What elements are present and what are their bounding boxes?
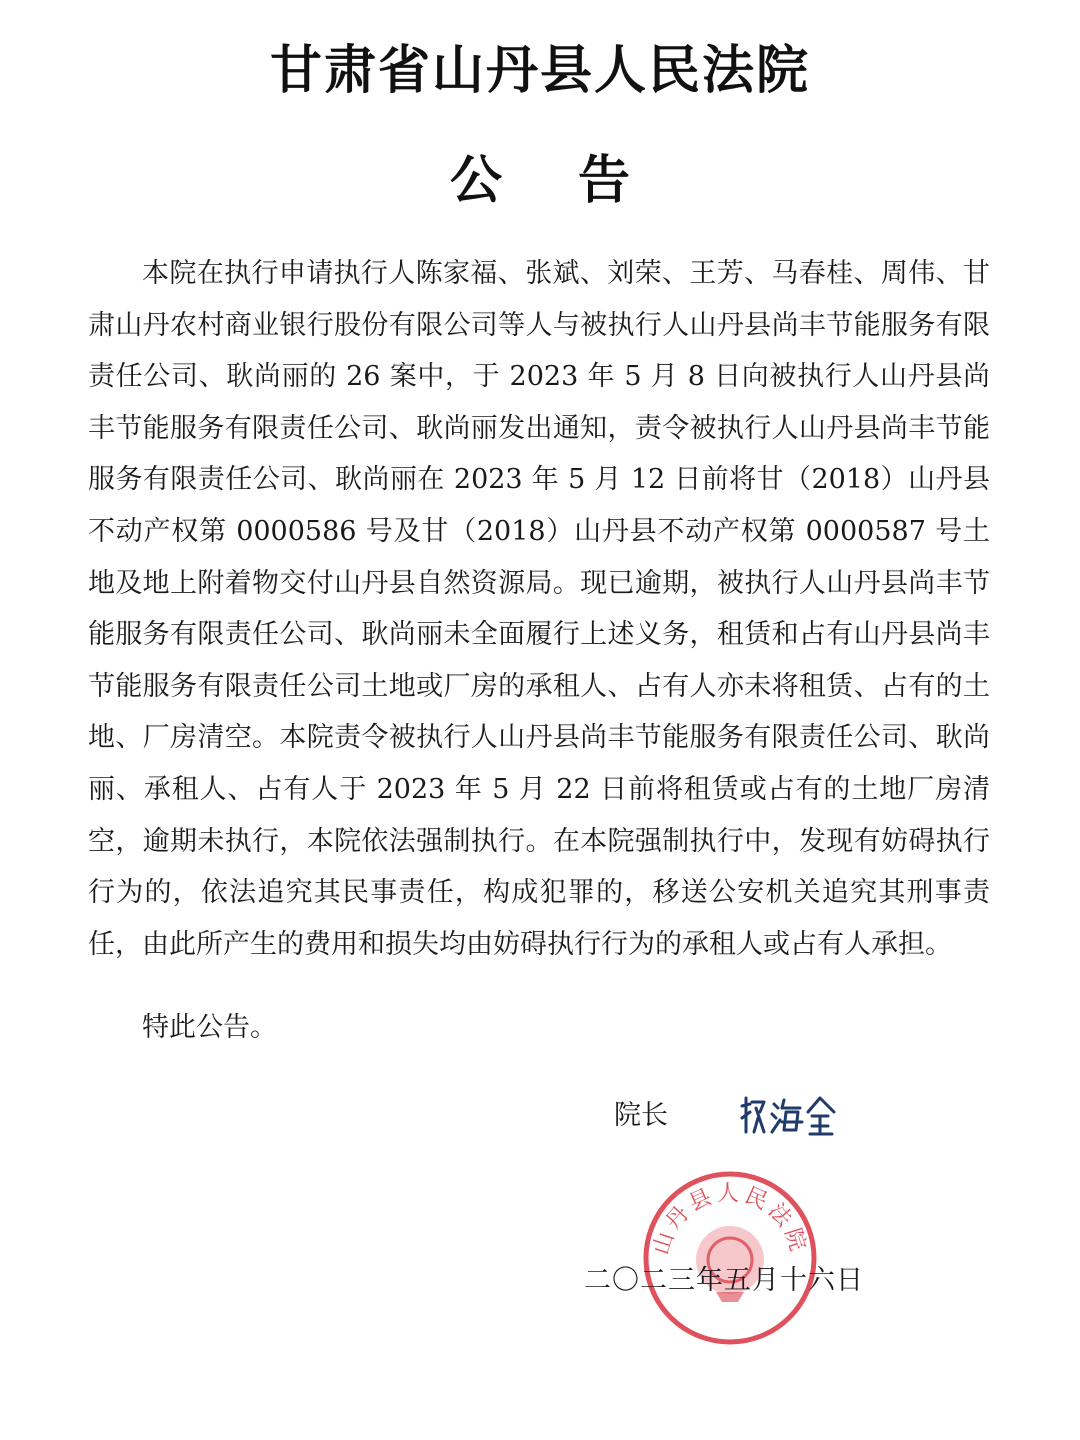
- seal-text: 山丹县人民法院: [648, 1181, 812, 1258]
- body-paragraph: 本院在执行申请执行人陈家福、张斌、刘荣、王芳、马春桂、周伟、甘肃山丹农村商业银行股份有限公司等人与被执行人山丹县尚丰节能服务有限责任公司、耿尚丽的 26 案中，于 2023 年 5 月 8 日向被执行人山丹县尚丰节能服务有限责任公司、耿尚丽发出通知，责令被执行人山丹县尚丰节能服务有限责任公司、耿尚丽在 2023 年 5 月 12 日前将甘（2018）山丹县不动产权第 0000586 号及甘（2018）山丹县不动产权第 0000587 号土地及地上附着物交付山丹县自然资源局。现已逾期，被执行人山丹县尚丰节能服务有限责任公司、耿尚丽未全面履行上述义务，租赁和占有山丹县尚丰节能服务有限责任公司土地或厂房的承租人、占有人亦未将租赁、占有的土地、厂房清空。本院责令被执行人山丹县尚丰节能服务有限责任公司、耿尚丽、承租人、占有人于 2023 年 5 月 22 日前将租赁或占有的土地厂房清空，逾期未执行，本院依法强制执行。在本院强制执行中，发现有妨碍执行行为的，依法追究其民事责任，构成犯罪的，移送公安机关追究其刑事责任，由此所产生的费用和损失均由妨碍执行行为的承租人或占有人承担。: [88, 258, 990, 960]
- court-name: 甘肃省山丹县人民法院: [269, 41, 810, 101]
- title-char-2: 告: [578, 151, 631, 211]
- handwritten-signature: [738, 1092, 838, 1140]
- president-label: 院长: [614, 1100, 668, 1131]
- title-char-1: 公: [449, 151, 502, 211]
- issue-date: 二〇二三年五月十六日: [584, 1265, 864, 1296]
- announcement-body: [88, 248, 990, 970]
- document-title: [0, 138, 1080, 213]
- closing-line: 特此公告。: [142, 1012, 277, 1043]
